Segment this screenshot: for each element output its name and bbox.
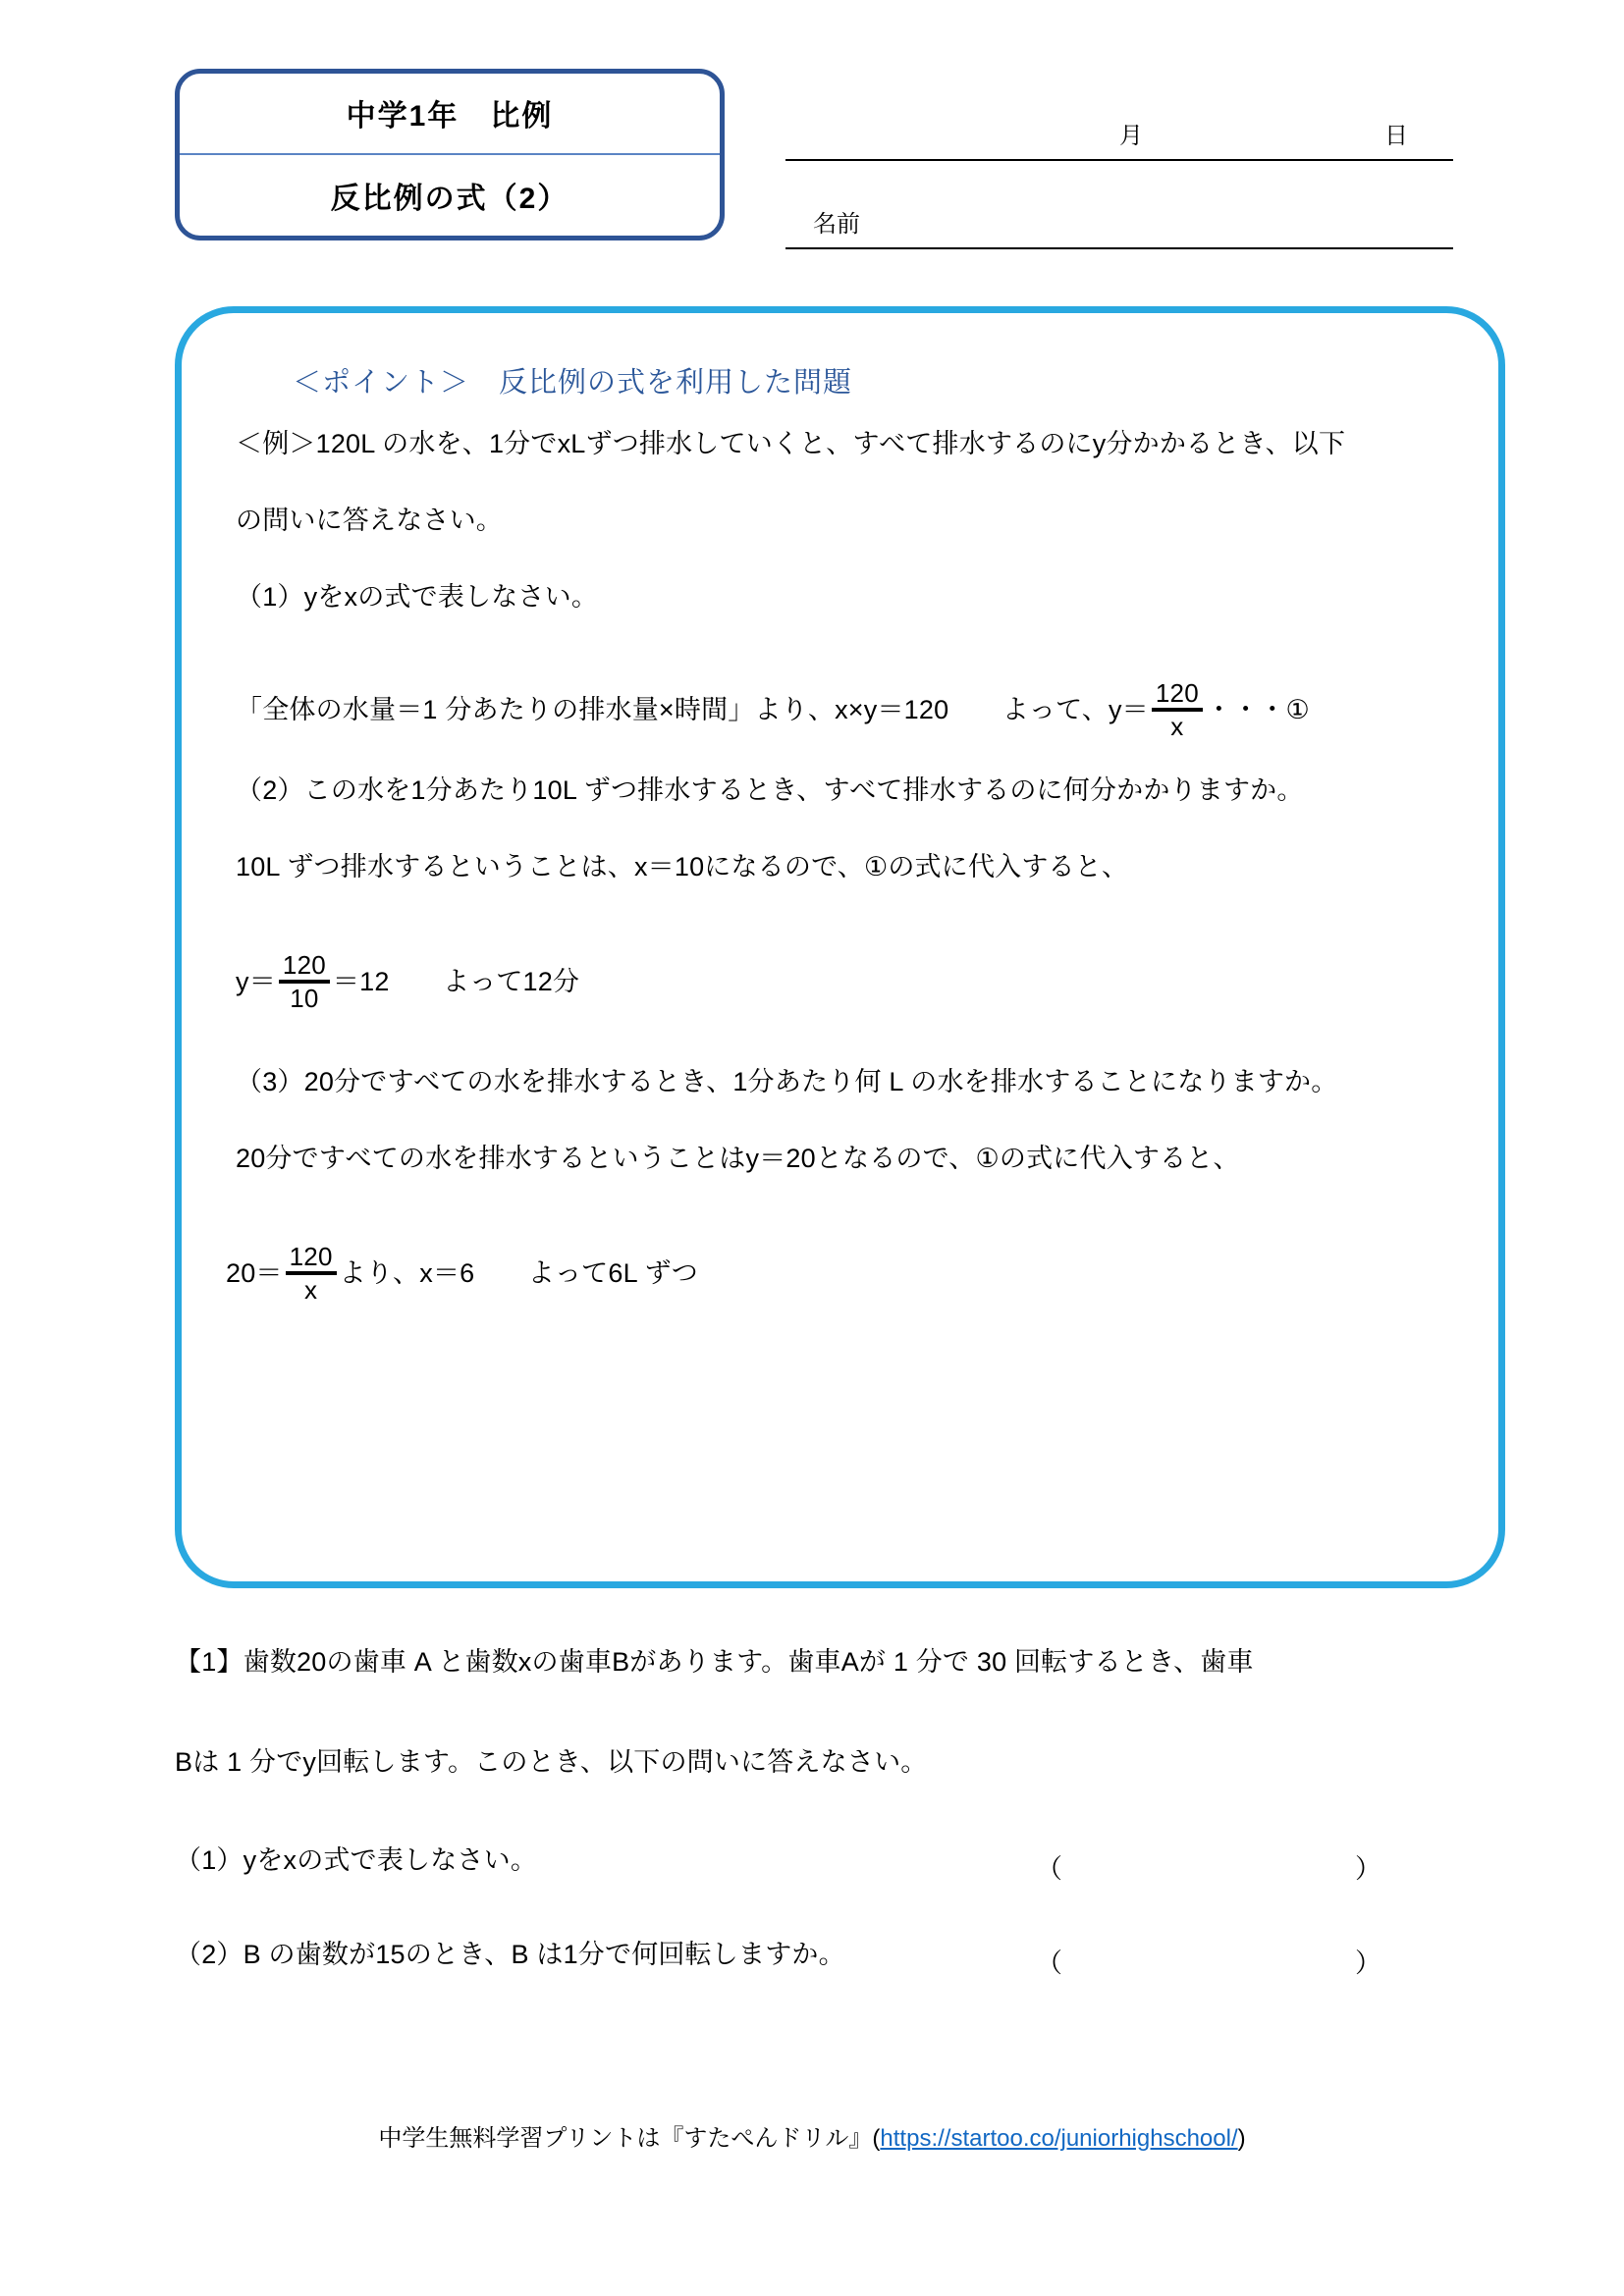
example-solution-2 <box>236 950 580 1013</box>
footer-close-paren: ) <box>1237 2125 1246 2152</box>
solution-2-suffix: ＝12 よって12分 <box>332 967 580 997</box>
fraction-120-over-x <box>1152 680 1203 739</box>
example-solution-3-line: 20分ですべての水を排水するということはy＝20となるので、①の式に代入すると、 <box>236 1144 1240 1173</box>
fraction-denominator: x <box>1170 712 1184 741</box>
solution-1-prefix: 「全体の水量＝1 分あたりの排水量×時間」より、x×y＝120 よって、y＝ <box>236 695 1149 725</box>
worksheet-title-row <box>180 74 720 155</box>
example-solution-2-line: 10L ずつ排水するということは、x＝10になるので、①の式に代入すると、 <box>236 852 1129 881</box>
worksheet-subtitle-row <box>180 155 720 237</box>
example-solution-1 <box>236 678 1310 741</box>
example-solution-3 <box>226 1242 698 1305</box>
footer-url-link[interactable]: https://startoo.co/juniorhighschool/ <box>880 2125 1238 2152</box>
day-label: 日 <box>1384 123 1408 149</box>
page-header <box>0 59 1624 255</box>
fraction-numerator: 120 <box>289 1242 333 1271</box>
solution-1-suffix: ・・・① <box>1205 695 1310 725</box>
answer-paren-close-2[interactable]: ） <box>1355 1949 1381 1978</box>
answer-paren-open-1: （ <box>1036 1854 1062 1884</box>
fraction-120-over-10 <box>279 952 330 1011</box>
example-line-2: の問いに答えなさい。 <box>236 506 503 535</box>
answer-paren-close-1[interactable]: ） <box>1355 1854 1381 1884</box>
solution-2-prefix: y＝ <box>236 967 276 997</box>
fraction-denominator: x <box>304 1275 318 1305</box>
problem-1-intro-line-1: 【1】歯数20の歯車 A と歯数xの歯車Bがあります。歯車Aが 1 分で 30 回転するとき、歯車 <box>175 1647 1254 1677</box>
page-subtitle: 反比例の式（2） <box>330 182 569 215</box>
name-label: 名前 <box>813 211 860 238</box>
date-input-line[interactable] <box>785 159 1453 161</box>
example-question-2: （2）この水を1分あたり10L ずつ排水するとき、すべて排水するのに何分かかりますか。 <box>236 775 1304 805</box>
footer-text: 中学生無料学習プリントは『すたぺんドリル』( <box>378 2125 881 2152</box>
page-title: 中学1年 比例 <box>346 100 554 133</box>
fraction-120-over-x-2 <box>286 1244 337 1303</box>
page-footer <box>0 2118 1624 2153</box>
fraction-numerator: 120 <box>1155 678 1199 708</box>
date-name-area <box>785 69 1453 245</box>
month-label: 月 <box>1119 123 1143 149</box>
name-input-line[interactable] <box>785 247 1453 249</box>
fraction-numerator: 120 <box>282 950 326 980</box>
example-question-1: （1）yをxの式で表しなさい。 <box>236 582 599 612</box>
example-question-3: （3）20分ですべての水を排水するとき、1分あたり何 L の水を排水することになりますか。 <box>236 1067 1338 1096</box>
problem-1-intro-line-2: Bは 1 分でy回転します。このとき、以下の問いに答えなさい。 <box>175 1747 928 1777</box>
fraction-denominator: 10 <box>290 984 319 1013</box>
problem-1-question-2: （2）B の歯数が15のとき、B は1分で何回転しますか。 <box>175 1940 845 1969</box>
worksheet-title-box <box>175 69 725 240</box>
problem-1-question-1: （1）yをxの式で表しなさい。 <box>175 1845 538 1875</box>
solution-3-prefix: 20＝ <box>226 1258 283 1289</box>
point-box-title: ＜ポイント＞ 反比例の式を利用した問題 <box>293 367 853 399</box>
point-box <box>175 306 1505 1588</box>
solution-3-suffix: より、x＝6 よって6L ずつ <box>339 1258 698 1289</box>
answer-paren-open-2: （ <box>1036 1949 1062 1978</box>
example-line-1: ＜例＞120L の水を、1分でxLずつ排水していくと、すべて排水するのにy分かかるとき、以下 <box>236 429 1346 458</box>
